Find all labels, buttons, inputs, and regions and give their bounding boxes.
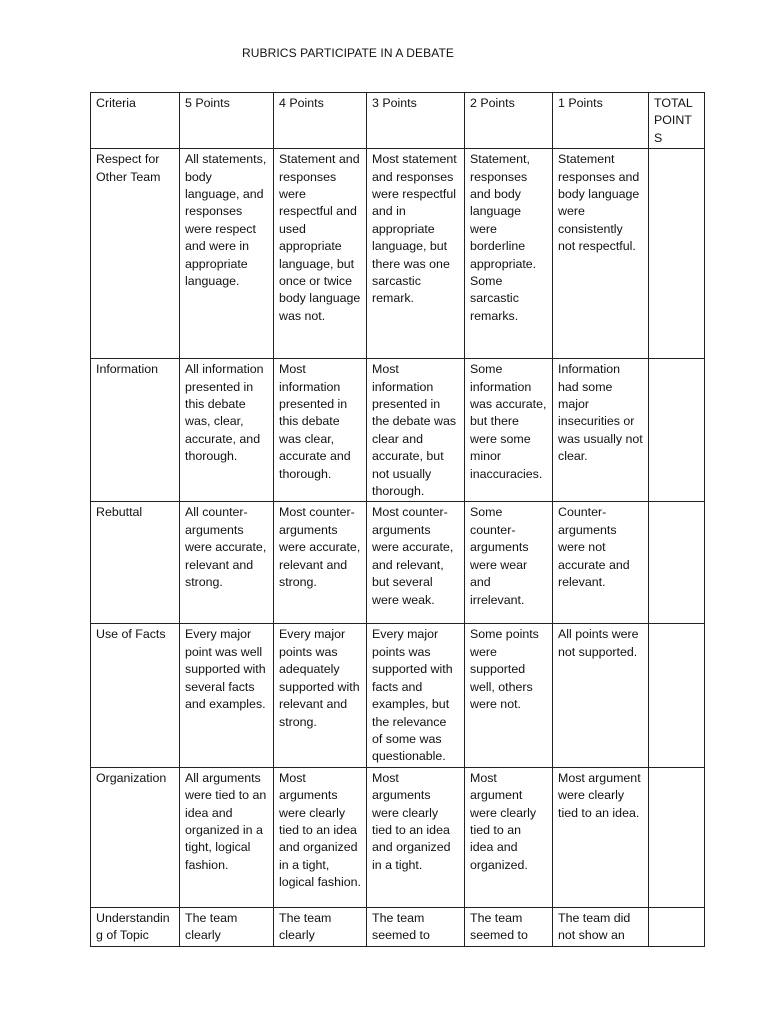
score-4-cell: Most arguments were clearly tied to an idea and organized in a tight, logical fashion. xyxy=(274,767,367,907)
score-2-cell: Statement, responses and body language were borderline appropriate. Some sarcastic remarks. xyxy=(465,149,553,359)
score-3-cell: Every major points was supported with facts and examples, but the relevance of some was questionable. xyxy=(367,624,465,767)
score-2-cell: Some points were supported well, others were not. xyxy=(465,624,553,767)
score-5-cell: All information presented in this debate was, clear, accurate, and thorough. xyxy=(180,359,274,502)
header-3-points: 3 Points xyxy=(367,93,465,149)
table-row xyxy=(91,907,705,946)
score-1-cell: The team did not show an xyxy=(553,907,649,946)
score-3-cell: The team seemed to xyxy=(367,907,465,946)
total-points-cell[interactable] xyxy=(649,502,705,624)
table-row xyxy=(91,767,705,907)
score-2-cell: Some information was accurate, but there were some minor inaccuracies. xyxy=(465,359,553,502)
score-1-cell: All points were not supported. xyxy=(553,624,649,767)
total-points-cell[interactable] xyxy=(649,624,705,767)
header-row xyxy=(91,93,705,149)
score-2-cell: Some counter-arguments were wear and irrelevant. xyxy=(465,502,553,624)
score-4-cell: Every major points was adequately supported with relevant and strong. xyxy=(274,624,367,767)
criteria-cell: Information xyxy=(91,359,180,502)
criteria-cell: Use of Facts xyxy=(91,624,180,767)
total-points-cell[interactable] xyxy=(649,907,705,946)
criteria-cell: Respect for Other Team xyxy=(91,149,180,359)
header-criteria: Criteria xyxy=(91,93,180,149)
score-5-cell: Every major point was well supported with several facts and examples. xyxy=(180,624,274,767)
table-row xyxy=(91,502,705,624)
total-points-cell[interactable] xyxy=(649,149,705,359)
score-3-cell: Most information presented in the debate was clear and accurate, but not usually thorough. xyxy=(367,359,465,502)
table-row xyxy=(91,149,705,359)
score-4-cell: Statement and responses were respectful and used appropriate language, but once or twice body language was not. xyxy=(274,149,367,359)
score-1-cell: Counter-arguments were not accurate and relevant. xyxy=(553,502,649,624)
criteria-cell: Understanding of Topic xyxy=(91,907,180,946)
score-4-cell: Most counter-arguments were accurate, relevant and strong. xyxy=(274,502,367,624)
table-row xyxy=(91,359,705,502)
table-row xyxy=(91,624,705,767)
score-4-cell: Most information presented in this debate was clear, accurate and thorough. xyxy=(274,359,367,502)
criteria-cell: Rebuttal xyxy=(91,502,180,624)
header-1-points: 1 Points xyxy=(553,93,649,149)
header-2-points: 2 Points xyxy=(465,93,553,149)
score-5-cell: The team clearly xyxy=(180,907,274,946)
score-3-cell: Most counter-arguments were accurate, and relevant, but several were weak. xyxy=(367,502,465,624)
score-5-cell: All counter-arguments were accurate, relevant and strong. xyxy=(180,502,274,624)
criteria-cell: Organization xyxy=(91,767,180,907)
score-4-cell: The team clearly xyxy=(274,907,367,946)
header-5-points: 5 Points xyxy=(180,93,274,149)
score-1-cell: Information had some major insecurities or was usually not clear. xyxy=(553,359,649,502)
score-2-cell: The team seemed to xyxy=(465,907,553,946)
document-title: RUBRICS PARTICIPATE IN A DEBATE xyxy=(241,46,455,60)
header-total-points: TOTAL POINTS xyxy=(649,93,705,149)
score-5-cell: All statements, body language, and responses were respect and were in appropriate language. xyxy=(180,149,274,359)
score-3-cell: Most statement and responses were respectful and in appropriate language, but there was one sarcastic remark. xyxy=(367,149,465,359)
score-5-cell: All arguments were tied to an idea and organized in a tight, logical fashion. xyxy=(180,767,274,907)
score-2-cell: Most argument were clearly tied to an idea and organized. xyxy=(465,767,553,907)
score-1-cell: Most argument were clearly tied to an idea. xyxy=(553,767,649,907)
score-1-cell: Statement responses and body language were consistently not respectful. xyxy=(553,149,649,359)
total-points-cell[interactable] xyxy=(649,767,705,907)
rubric-table xyxy=(90,92,705,947)
total-points-cell[interactable] xyxy=(649,359,705,502)
score-3-cell: Most arguments were clearly tied to an idea and organized in a tight. xyxy=(367,767,465,907)
header-4-points: 4 Points xyxy=(274,93,367,149)
